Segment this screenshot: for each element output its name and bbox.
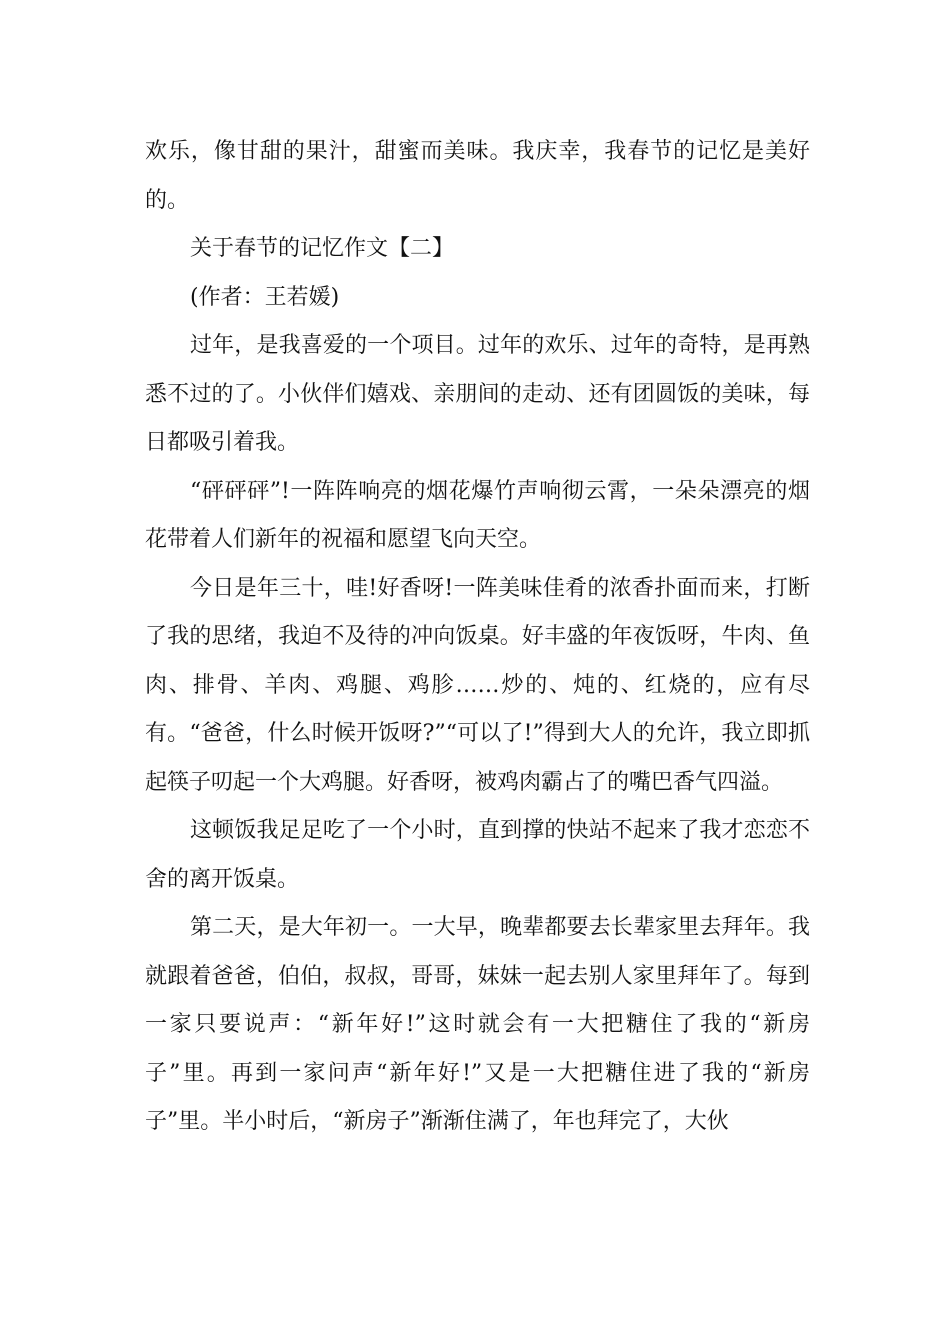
continued-paragraph: 欢乐，像甘甜的果汁，甜蜜而美味。我庆幸，我春节的记忆是美好的。 [145, 139, 810, 213]
document-body [145, 128, 810, 1147]
section-title: 关于春节的记忆作文【二】 [190, 236, 455, 261]
paragraph: 第二天，是大年初一。一大早，晚辈都要去长辈家里去拜年。我就跟着爸爸，伯伯，叔叔，哥哥，妹妹一起去别人家里拜年了。每到一家只要说声：“新年好!”这时就会有一大把糖住了我的“新房子”里。再到一家问声“新年好!”又是一大把糖住进了我的“新房子”里。半小时后，“新房子”渐渐住满了，年也拜完了，大伙 [145, 915, 810, 1134]
author-line: (作者：王若媛) [190, 284, 340, 310]
paragraph: “砰砰砰”!一阵阵响亮的烟花爆竹声响彻云霄，一朵朵漂亮的烟花带着人们新年的祝福和愿望飞向天空。 [145, 478, 810, 552]
paragraph: 今日是年三十，哇!好香呀!一阵美味佳肴的浓香扑面而来，打断了我的思绪，我迫不及待的冲向饭桌。好丰盛的年夜饭呀，牛肉、鱼肉、排骨、羊肉、鸡腿、鸡胗……炒的、炖的、红烧的，应有尽有。“爸爸，什么时候开饭呀?”“可以了!”得到大人的允许，我立即抓起筷子叨起一个大鸡腿。好香呀，被鸡肉霸占了的嘴巴香气四溢。 [145, 575, 810, 795]
paragraph: 这顿饭我足足吃了一个小时，直到撑的快站不起来了我才恋恋不舍的离开饭桌。 [145, 818, 810, 892]
paragraph: 过年，是我喜爱的一个项目。过年的欢乐、过年的奇特，是再熟悉不过的了。小伙伴们嬉戏、亲朋间的走动、还有团圆饭的美味，每日都吸引着我。 [145, 333, 810, 455]
